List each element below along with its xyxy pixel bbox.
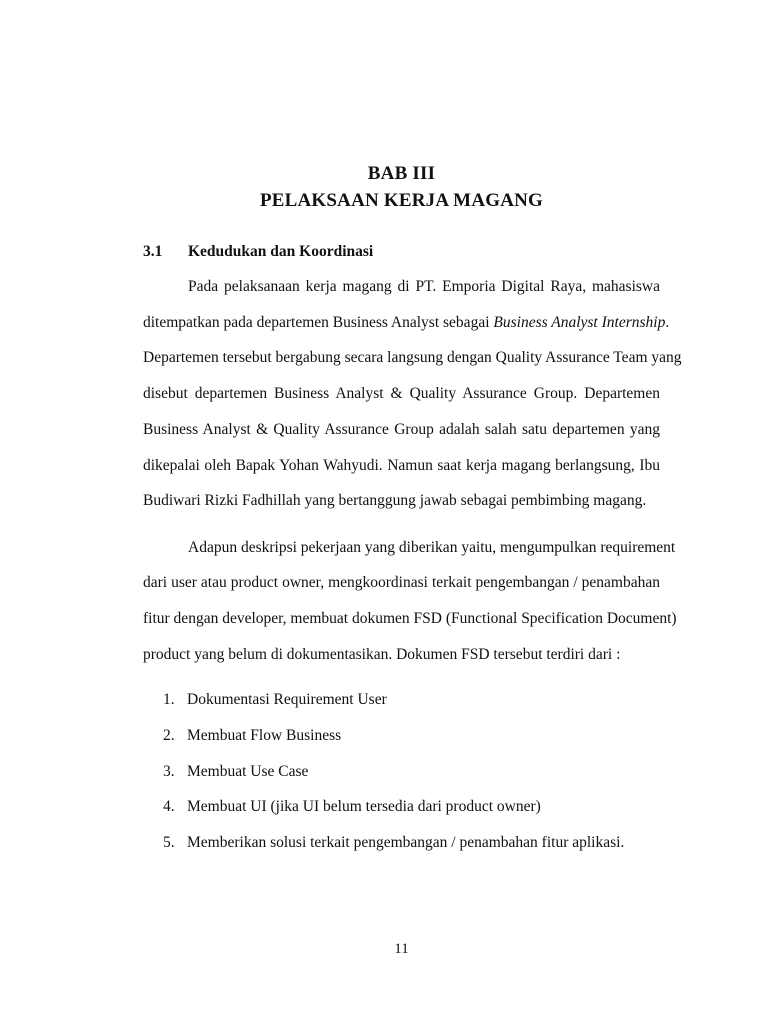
paragraph1-line2 xyxy=(143,313,670,333)
chapter-title: PELAKSAAN KERJA MAGANG xyxy=(259,190,544,211)
section-number: 3.1 xyxy=(143,243,163,260)
list-marker: 5. xyxy=(163,834,175,851)
chapter-label: BAB III xyxy=(367,163,436,184)
paragraph2-line3: fitur dengan developer, membuat dokumen FSD (Functional Specification Document) xyxy=(143,610,677,627)
list-text: Membuat Use Case xyxy=(187,763,309,780)
paragraph1-line2-italic: Business Analyst Internship xyxy=(493,314,666,331)
paragraph1-line3: Departemen tersebut bergabung secara langsung dengan Quality Assurance Team yang xyxy=(143,349,682,366)
list-text: Membuat Flow Business xyxy=(187,727,342,744)
paragraph1-line1: Pada pelaksanaan kerja magang di PT. Emporia Digital Raya, mahasiswa xyxy=(188,278,660,295)
list-text: Membuat UI (jika UI belum tersedia dari product owner) xyxy=(187,798,541,815)
list-item xyxy=(163,762,308,782)
list-item xyxy=(163,690,387,710)
list-text: Memberikan solusi terkait pengembangan / penambahan fitur aplikasi. xyxy=(187,834,625,851)
paragraph1-line2-end: . xyxy=(665,314,670,331)
section-heading xyxy=(143,243,373,261)
list-marker: 4. xyxy=(163,798,175,815)
paragraph2-line4: product yang belum di dokumentasikan. Dokumen FSD tersebut terdiri dari : xyxy=(143,646,621,663)
list-marker: 3. xyxy=(163,763,175,780)
list-item xyxy=(163,726,341,746)
paragraph2-line1: Adapun deskripsi pekerjaan yang diberikan yaitu, mengumpulkan requirement xyxy=(188,539,676,556)
list-item xyxy=(163,797,541,817)
paragraph2-line2: dari user atau product owner, mengkoordinasi terkait pengembangan / penambahan xyxy=(143,574,660,591)
page-number: 11 xyxy=(394,941,409,957)
list-item xyxy=(163,833,624,853)
list-marker: 1. xyxy=(163,691,175,708)
paragraph1-line7: Budiwari Rizki Fadhillah yang bertanggung jawab sebagai pembimbing magang. xyxy=(143,492,647,509)
paragraph1-line4: disebut departemen Business Analyst & Quality Assurance Group. Departemen xyxy=(143,385,660,402)
paragraph1-line5: Business Analyst & Quality Assurance Group adalah salah satu departemen yang xyxy=(143,421,660,438)
list-text: Dokumentasi Requirement User xyxy=(187,691,387,708)
list-marker: 2. xyxy=(163,727,175,744)
paragraph1-line6: dikepalai oleh Bapak Yohan Wahyudi. Namun saat kerja magang berlangsung, Ibu xyxy=(143,457,660,474)
section-title: Kedudukan dan Koordinasi xyxy=(188,243,374,260)
paragraph1-line2-text: ditempatkan pada departemen Business Analyst sebagai xyxy=(143,314,494,331)
